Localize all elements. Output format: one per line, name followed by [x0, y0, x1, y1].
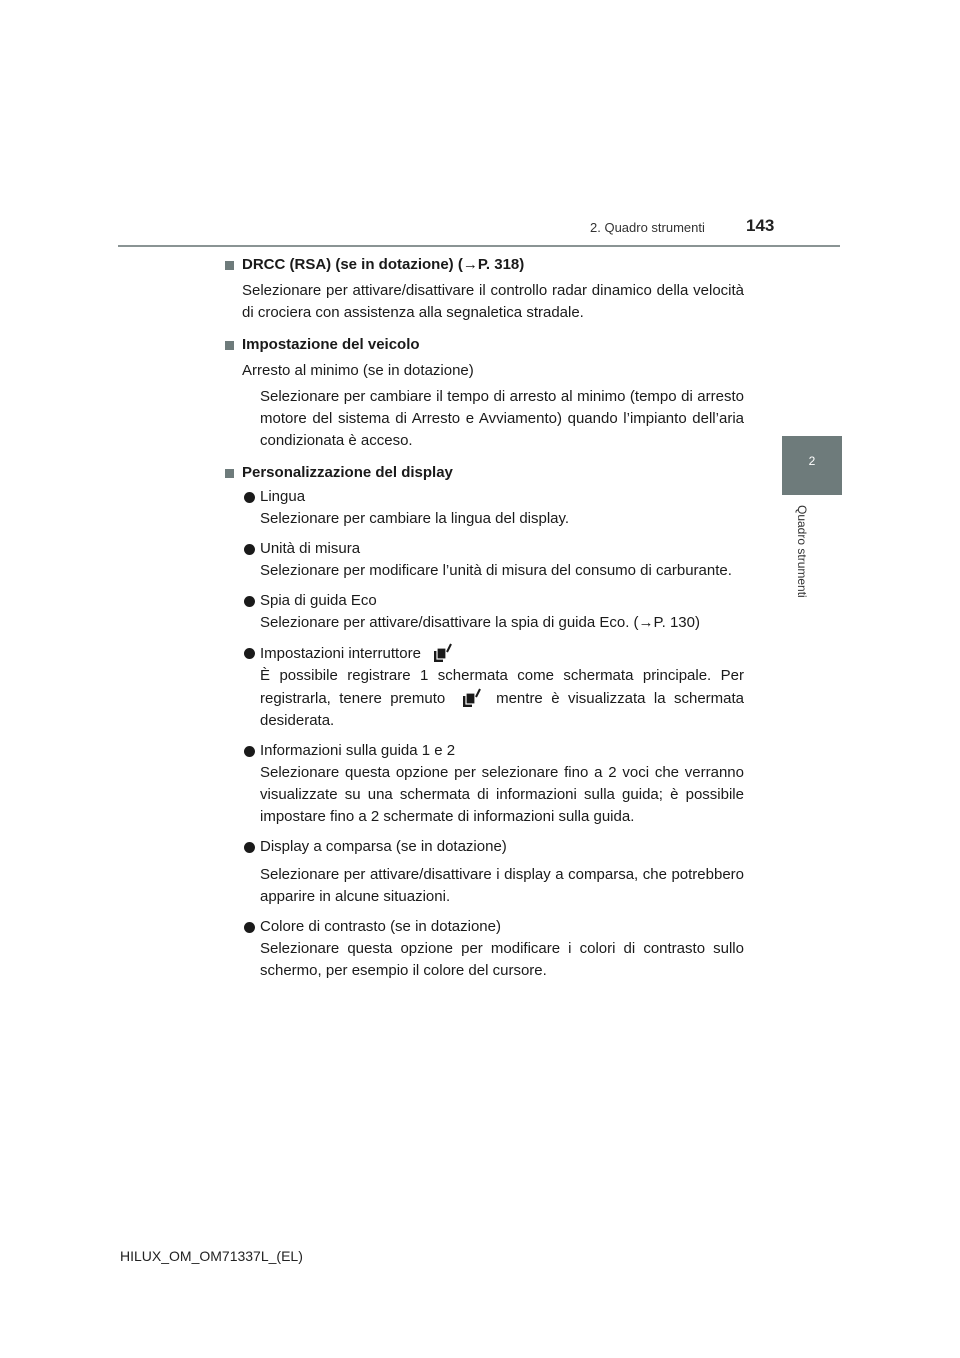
list-item: [222, 642, 744, 665]
chapter-tab-label: Quadro strumenti: [795, 505, 809, 598]
list-item: [222, 538, 744, 560]
section-heading-vehicle: [222, 334, 744, 356]
item-title: Unità di misura: [260, 540, 361, 557]
circle-bullet-icon: [244, 648, 255, 659]
page-reference: P. 130): [653, 614, 700, 631]
square-bullet-icon: [225, 261, 234, 270]
item-description-text: È possibile registrare 1 schermata come schermata principale. Per registrarla, tenere premuto: [260, 667, 744, 707]
section-heading-drcc: [222, 254, 744, 276]
header-divider: [118, 245, 840, 247]
item-description: Selezionare questa opzione per modificare i colori di contrasto sullo schermo, per esempio il colore del cursore.: [260, 940, 744, 979]
item-title: Lingua: [260, 488, 306, 505]
item-description-text: mentre è visualizzata la schermata desiderata.: [260, 690, 745, 729]
document-code: HILUX_OM_OM71337L_(EL): [120, 1248, 303, 1264]
vehicle-subheading: Arresto al minimo (se in dotazione): [242, 362, 474, 379]
list-item: [222, 590, 744, 612]
section-title: Impostazione del veicolo: [242, 336, 420, 353]
item-description: Selezionare per modificare l’unità di misura del consumo di carburante.: [260, 562, 732, 579]
item-title: Display a comparsa (se in dotazione): [260, 838, 507, 855]
item-description-text: Selezionare per attivare/disattivare la spia di guida Eco. (: [260, 614, 639, 631]
circle-bullet-icon: [244, 544, 255, 555]
item-title: Impostazioni interruttore: [260, 645, 421, 662]
item-description: [222, 665, 744, 732]
square-bullet-icon: [225, 469, 234, 478]
list-item: [222, 916, 744, 938]
section-heading-display: [222, 462, 744, 484]
drcc-description: Selezionare per attivare/disattivare il controllo radar dinamico della velocità di crociera con assistenza alla segnaletica stradale.: [242, 282, 744, 321]
list-item: [222, 740, 744, 762]
section-title: Personalizzazione del display: [242, 464, 453, 481]
circle-bullet-icon: [244, 596, 255, 607]
header-section-title: 2. Quadro strumenti: [590, 220, 705, 235]
page-number: 143: [746, 216, 775, 235]
item-description: Selezionare per attivare/disattivare i display a comparsa, che potrebbero apparire in alcune situazioni.: [260, 866, 744, 905]
section-title-ref: P. 318): [477, 256, 525, 273]
circle-bullet-icon: [244, 842, 255, 853]
item-description: Selezionare questa opzione per selezionare fino a 2 voci che verranno visualizzate su una schermata di informazioni sulla guida; è possibile impostare fino a 2 schermate di informazioni sulla guida.: [260, 764, 744, 825]
circle-bullet-icon: [244, 746, 255, 757]
circle-bullet-icon: [244, 492, 255, 503]
item-title: Informazioni sulla guida 1 e 2: [260, 742, 456, 759]
list-item: [222, 486, 744, 508]
list-item: [222, 836, 744, 858]
section-title-part: DRCC (RSA) (se in dotazione) (: [242, 256, 463, 273]
square-bullet-icon: [225, 341, 234, 350]
chapter-tab: [782, 436, 842, 495]
arrow-symbol: →: [638, 614, 654, 631]
display-switch-icon: [431, 642, 453, 664]
item-description: [222, 612, 744, 634]
item-title: Spia di guida Eco: [260, 592, 377, 609]
arrow-symbol: →: [462, 256, 478, 273]
circle-bullet-icon: [244, 922, 255, 933]
page-content: [222, 252, 744, 982]
chapter-tab-number: 2: [808, 454, 816, 468]
item-description: Selezionare per cambiare la lingua del display.: [260, 510, 570, 527]
vehicle-description: Selezionare per cambiare il tempo di arresto al minimo (tempo di arresto motore del sistema di Arresto e Avviamento) quando l’impianto dell’aria condizionata è acceso.: [260, 388, 744, 449]
item-title: Colore di contrasto (se in dotazione): [260, 918, 501, 935]
display-switch-icon: [460, 687, 482, 709]
